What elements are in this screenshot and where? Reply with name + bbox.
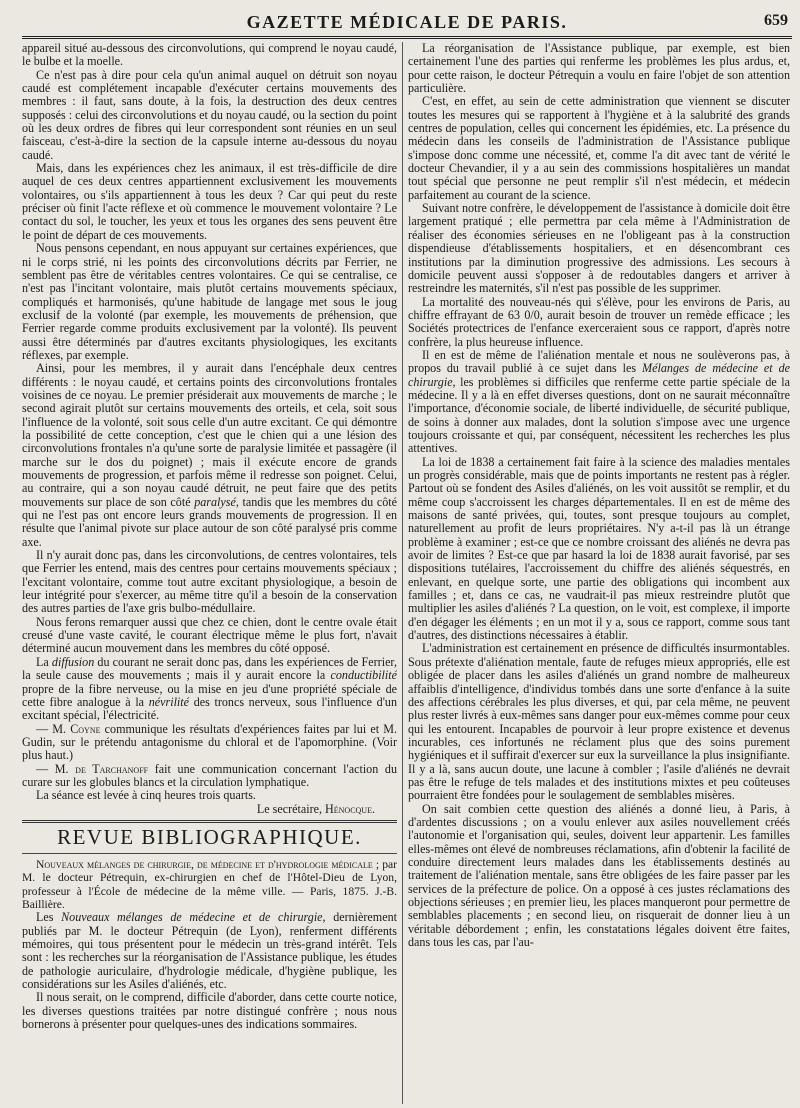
paragraph: Suivant notre confrère, le développement de l'assistance à domicile doit être largement pratiqué ; elle permettra par cela même à l'Administration de réaliser des économies sérieuses en ne l'obligeant pas à la construction dispendieuse d'établissements hospitaliers, et en désencombrant ces institutions par la diminution progressive des admissions. Les secours à domicile peuvent aussi s'opposer à de redoutables dangers et arriver à restreindre les maternités, s'il n'est pas possible de les supprimer. — [408, 201, 790, 296]
paragraph — [408, 349, 790, 456]
paragraph-text: propre de la fibre nerveuse, ou la mise en jeu d'une propriété spéciale de cette fibre analogue à la — [22, 681, 397, 709]
journal-title: GAZETTE MÉDICALE DE PARIS. — [246, 12, 568, 32]
paragraph: Il n'y aurait donc pas, dans les circonvolutions, de centres volontaires, tels que Ferrier les entend, mais des centres pour certains mouvements spéciaux ; l'excitant volontaire, comme tout autre excitant physiologique, a besoin de leur intégrité pour s'exercer, au même titre qu'il a besoin de la conservation des autres parties de l'axe gris bulbo-médullaire. — [22, 548, 397, 616]
emphasis: paralysé — [194, 494, 236, 509]
page-number: 659 — [764, 12, 788, 29]
paragraph — [22, 911, 397, 991]
paragraph-text: Ainsi, pour les membres, il y aurait dans l'encéphale deux centres différents : le noyau caudé, et certains points des circonvolutions frontales voisines de ce noyau. Le premier présiderait aux mouvements de marche ; le second agirait plutôt sur certains mouvements des orteils, et cela, soit sous l'influence de la volonté, soit sous celle d'un autre excitant. Ce qui démontre la possibilité de cette conception, c'est que le chien qui a une lésion des circonvolutions frontales n'a qu'une sorte de paralysie limitée et passagère (il marche sur le dos du poignet) ; mais il exécute encore de grands mouvements de progression, et parfois même il redresse son poignet. Celui, au contraire, qui a son noyau caudé détruit, ne peut faire que des petits mouvements sur place de son côté — [22, 361, 397, 509]
paragraph-text: des troncs nerveux, sous l'influence d'un excitant spécial, l'électricité. — [22, 694, 397, 723]
paragraph: Nous pensons cependant, en nous appuyant sur certaines expériences, que ni le corps strié, ni les points des circonvolutions décrits par Ferrier, ne semblent pas être de véritables centres volontaires. Ce qui se centralise, ce n'est pas l'incitant volontaire, mais plutôt certains mouvements spéciaux, compliqués et harmonisés, qu'une habitude de langage met sous le joug exclusif de la volonté (par exemple, les mouvements de préhension, que Ferrier regarde comme produits exclusivement par la volonté). Ils peuvent aussi être déterminés par d'autres excitants physiologiques, les excitants réflexes, par exemple. — [22, 241, 397, 362]
paragraph: appareil situé au-dessous des circonvolutions, qui comprend le noyau caudé, le bulbe et la moelle. — [22, 42, 397, 69]
speaker-name: M. de Tarchanoff — [54, 761, 149, 776]
paragraph: Nous ferons remarquer aussi que chez ce chien, dont le centre ovale était creusé d'une vaste cavité, le courant électrique même le plus fort, n'avait déterminé aucun mouvement dans les membres du côté opposé. — [22, 614, 397, 656]
emphasis: diffusion — [51, 654, 95, 669]
book-author: par M. le docteur Pétrequin, ex-chirurgien en chef de l'Hôtel-Dieu de Lyon, professeur à l'École de médecine de la même ville. — Paris, 1875. J.-B. Baillière. — [22, 857, 397, 911]
emphasis: névrilité — [148, 694, 190, 709]
emphasis: Nouveaux mélanges de médecine et de chirurgie, — [61, 910, 326, 925]
paragraph: Il nous serait, on le comprend, difficile d'aborder, dans cette courte notice, les diverses questions traitées par notre distingué confrère ; nous nous bornerons à présenter pour quelques-unes des indications sommaires. — [22, 990, 397, 1032]
paragraph: On sait combien cette question des aliénés a donné lieu, à Paris, à d'ardentes discussions ; on a voulu enlever aux asiles nouvellement créés l'autonomie et l'organisation qui, seules, doivent leur appartenir. Les familles elles-mêmes ont élevé de nombreuses réclamations, afin d'obtenir la facilité de conduire directement leurs malades dans les établissements destinés au traitement de l'aliénation mentale, sans être obligées de les faire passer par les services de la préfecture de police. On a opposé à ces justes réclamations des objections sérieuses ; en premier lieu, les places manqueront pour permettre de semblables placements ; en second lieu, on risquerait de donner lieu à un véritable débordement ; enfin, les constatations légales doivent être faites, dans tous les cas, par l'au- — [408, 801, 790, 950]
paragraph — [22, 656, 397, 723]
paragraph-text: dernièrement publiés par M. le docteur Pétrequin (de Lyon), renferment différents mémoires, qui tous présentent pour le médecin un très-grand intérêt. Tels sont : les recherches sur la réorganisation de l'Assistance publique, les études de pathologie auriculaire, d'hydrologie médicale, d'hygiène publique, les considérations sur les Asiles d'aliénés, etc. — [22, 910, 397, 992]
paragraph: Ce n'est pas à dire pour cela qu'un animal auquel on détruit son noyau caudé est complétement incapable d'exécuter certains mouvements des membres : il faut, sans doute, à la fois, la destruction des deux centres supposés : celui des circonvolutions et du noyau caudé, ou la section du point où les deux ordres de fibres qui leur correspondent sont réunies en un seul faisceau, c'est-à-dire la section de la capsule interne au-dessous du noyau caudé. — [22, 67, 397, 162]
paragraph: L'administration est certainement en présence de difficultés insurmontables. Sous prétexte d'aliénation mentale, faute de refuges mieux appropriés, elle est obligée de placer dans les asiles d'aliénés un grand nombre de malheureux affaiblis d'intelligence, d'individus tombés dans une sorte d'enfance à la suite des affections cérébrales les plus diverses, et qui, par cela même, ne peuvent plus rester livrés à eux-mêmes sans danger pour eux-mêmes comme pour ceux qui les entourent. Incapables de pourvoir à leur propre existence et devenus incurables, ces infortunés ne réclament plus que des soins purement hygiéniques et il suffirait d'exercer sur eux la surveillance la plus insignifiante. Il y a là, sans aucun doute, une lacune à combler ; l'asile d'aliénés ne devrait pas être le refuge de tels malades et des institutions mixtes et peu coûteuses pourraient être fondées pour le soulagement de semblables misères. — [408, 641, 790, 803]
emphasis: conductibilité — [330, 668, 397, 683]
section-rule — [22, 853, 397, 854]
left-column — [22, 42, 397, 1102]
paragraph-text: La — [36, 654, 49, 669]
paragraph: Mais, dans les expériences chez les animaux, il est très-difficile de dire auquel de ces deux centres appartiennent exclusivement les mouvements volontaires, ou s'ils appartiennent à tous les deux ? Car qui peut du reste préciser où finit l'acte réflexe et où commence le mouvement volontaire ? Le contact du sol, le toucher, les yeux et tous les organes des sens peuvent être le point de départ de ces mouvements. — [22, 161, 397, 242]
book-reference — [22, 858, 397, 911]
paragraph-text: , tandis que les membres du côté qui ne l'est pas ont encore leurs grands mouvements de progression. Il en résulte que l'animal pivote sur place autour de son côté paralysé pris comme axe. — [22, 494, 397, 549]
closing-line: La séance est levée à cinq heures trois quarts. — [36, 788, 256, 803]
paragraph-text: du courant ne serait donc pas, dans les expériences de Ferrier, la seule cause des mouvements ; mais il y aurait encore la — [22, 654, 397, 683]
paragraph-text: communique les résultats d'expériences faites par lui et M. Gudin, sur le prétendu antagonisme du chloral et de l'apomorphine. (Voir plus haut.) — [22, 721, 397, 763]
signature-name: Hénocque. — [325, 801, 375, 816]
paragraph: La réorganisation de l'Assistance publique, par exemple, est bien certainement l'une des parties qui renferme les problèmes les plus ardus, et, pour cette raison, le docteur Pétrequin a voulu en faire l'objet de son attention particulière. — [408, 42, 790, 96]
header-rule — [22, 36, 792, 39]
paragraph-text: les problèmes si difficiles que renferme cette partie spéciale de la médecine. Il y a là en effet diverses questions, dont on ne saurait méconnaître l'importance, d'économie sociale, de liberté individuelle, de sécurité publique, de soins à donner aux malades, dont la solution s'impose avec une urgence toujours croissante et qui, par conséquent, nécessitent les recherches les plus attentives. — [408, 374, 790, 456]
paragraph-text: Il en est de même de l'aliénation mentale et nous ne soulèverons pas, à propos du travail publié à ce sujet dans les — [408, 347, 790, 376]
column-divider — [402, 42, 403, 1104]
emphasis: Mélanges de médecine et de chirurgie, — [408, 361, 790, 389]
paragraph-text: fait une communication concernant l'action du curare sur les globules blancs et la circulation lymphatique. — [22, 761, 397, 789]
paragraph: — M. Coyne communique les résultats d'expériences faites par lui et M. Gudin, sur le prétendu antagonisme du chloral et de l'apomorphine. (Voir plus haut.) — [22, 721, 397, 763]
signature-label: Le secrétaire, — [256, 801, 322, 816]
section-title: REVUE BIBLIOGRAPHIQUE. — [57, 824, 362, 849]
paragraph: La mortalité des nouveau-nés qui s'élève, pour les environs de Paris, au chiffre effrayant de 63 0/0, aurait besoin de trouver un remède efficace ; les Sociétés protectrices de l'enfance exerceraient sous ce rapport, d'après notre confrère, la plus heureuse influence. — [408, 294, 790, 349]
paragraph-text: Les — [36, 910, 54, 925]
paragraph: C'est, en effet, au sein de cette administration que viennent se discuter toutes les mesures qui se rapportent à l'hygiène et à la salubrité des grands centres de population, celles qui concernent les épidémies, etc. La présence du médecin dans les conseils de l'administration de l'Assistance publique s'impose donc comme une nécessité, et, comme l'a dit avec tant de vérité le docteur Chevandier, il y a au sein des commissions hospitalières un mandat tout spécial que personne ne peut remplir s'il n'est médecin, et médecin parfaitement au courant de la science. — [408, 94, 790, 202]
section-rule — [22, 820, 397, 823]
paragraph: — M. de Tarchanoff fait une communication concernant l'action du curare sur les globules blancs et la circulation lymphatique. — [22, 761, 397, 789]
paragraph — [22, 362, 397, 549]
right-column — [408, 42, 790, 1102]
signature — [22, 803, 397, 816]
page-header — [22, 8, 792, 36]
speaker-name: M. Coyne — [52, 721, 101, 736]
paragraph: La loi de 1838 a certainement fait faire à la science des maladies mentales un progrès considérable, mais que de points importants ne restent pas à régler. Partout où se fondent des Asiles d'aliénés, on les voit aussitôt se remplir, et du même coup s'accroissent les charges départementales. Il en est de même des maisons de santé privées, qui, toutes, sont presque toujours au complet, naturellement au profit de leurs propriétaires. N'y a-t-il pas là un étrange problème à examiner ; est-ce que ce nombre croissant des aliénés ne devra pas avoir de limites ? Est-ce que par hasard la loi de 1838 aurait favorisé, par ses dispositions tutélaires, l'accroissement du chiffre des aliénés séquestrés, en enlevant, en quelque sorte, une partie des obligations qui incombent aux familles ; et, dans ce cas, ne vaudrait-il pas mieux restreindre plutôt que multiplier les asiles d'aliénés ? La question, on le voit, est complexe, il importe d'en dégager les éléments ; en un mot il y a, sous ce rapport, comme sous tant d'autres, des distinctions nécessaires à établir. — [408, 454, 790, 643]
book-title: Nouveaux mélanges de chirurgie, de médecine et d'hydrologie médicale ; — [36, 857, 380, 871]
